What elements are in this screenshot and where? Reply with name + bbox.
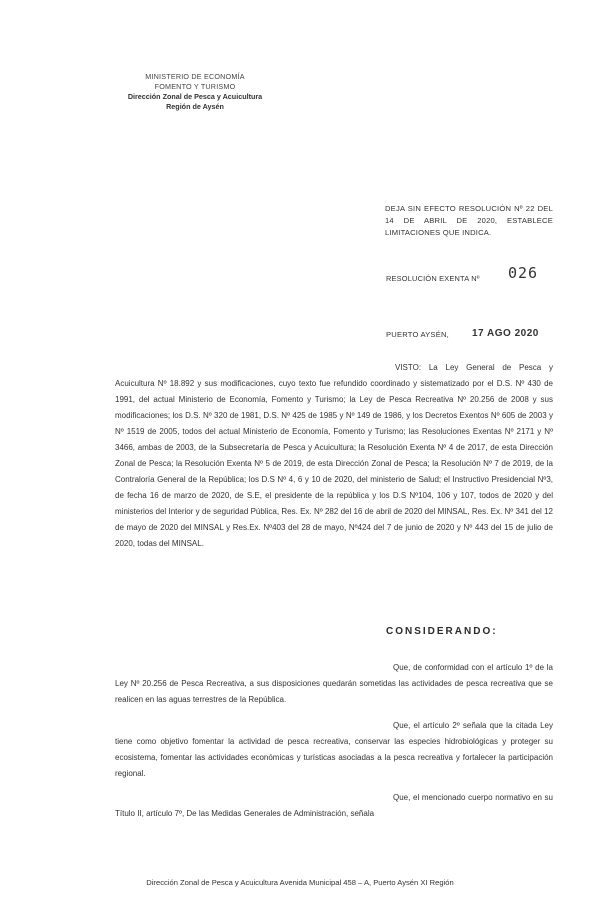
region-name: Región de Aysén xyxy=(166,102,224,111)
considerando-paragraph-3: Que, el mencionado cuerpo normativo en su Título II, artículo 7º, De las Medidas Generales de Administración, señala xyxy=(115,793,553,818)
ministry-subline: FOMENTO Y TURISMO xyxy=(154,82,236,91)
date-stamp: 17 AGO 2020 xyxy=(472,328,539,339)
resolution-number-label: RESOLUCIÓN EXENTA Nº xyxy=(386,274,480,283)
resolution-number-stamp: 026 xyxy=(508,264,539,282)
resolution-subject: DEJA SIN EFECTO RESOLUCIÓN Nº 22 DEL 14 DE ABRIL DE 2020, ESTABLECE LIMITACIONES QUE INDICA. xyxy=(385,204,553,237)
considerando-heading: CONSIDERANDO: xyxy=(386,626,498,637)
considerando-paragraph-2: Que, el artículo 2º señala que la citada Ley tiene como objetivo fomentar la actividad de pesca recreativa, conservar las especies hidrobiológicas y proteger su ecosistema, fomentar las actividades económicas y turísticas asociadas a la pesca recreativa y fortalecer la participación regional. xyxy=(115,721,553,778)
considerando-paragraph-1: Que, de conformidad con el artículo 1º de la Ley Nº 20.256 de Pesca Recreativa, a sus disposiciones quedarán sometidas las actividades de pesca recreativa que se realicen en las aguas terrestres de la República. xyxy=(115,663,553,704)
agency-name: Dirección Zonal de Pesca y Acuicultura xyxy=(127,92,263,101)
place-line: PUERTO AYSÉN, xyxy=(386,330,449,339)
ministry-line: MINISTERIO DE ECONOMÍA xyxy=(145,72,245,81)
visto-paragraph: VISTO: La Ley General de Pesca y Acuicultura Nº 18.892 y sus modificaciones, cuyo texto fue refundido coordinado y sistematizado por el D.S. Nº 430 de 1991, del actual Ministerio de Economía, Fomento y Turismo; la Ley de Pesca Recreativa Nº 20.256 de 2008 y sus modificaciones; los D.S. Nº 320 de 1981, D.S. Nº 425 de 1985 y Nº 149 de 1986, y los Decretos Exentos Nº 605 de 2003 y Nº 1519 de 2005, todos del actual Ministerio de Economía, Fomento y Turismo; las Resoluciones Exentas Nº 2171 y Nº 3466, ambas de 2003, de la Subsecretaría de Pesca y Acuicultura; la Resolución Exenta Nº 4 de 2017, de esta Dirección Zonal de Pesca; la Resolución Exenta Nº 5 de 2019, de esta Dirección Zonal de Pesca; la Resolución Nº 7 de 2019, de la Contraloría General de la República; los D.S Nº 4, 6 y 10 de 2020, del ministerio de Salud; el Instructivo Presidencial Nº3, de fecha 16 de marzo de 2020, de S.E, el presidente de la república y los D.S Nº104, 106 y 107, todos de 2020 y del ministerios del Interior y de seguridad Pública, Res. Ex. Nº 282 del 16 de abril de 2020 del MINSAL, Res. Ex. Nº 341 del 12 de mayo de 2020 del MINSAL y Res.Ex. Nº403 del 28 de mayo, Nº424 del 7 de junio de 2020 y Nº 443 del 15 de julio de 2020, todas del MINSAL. xyxy=(115,363,553,548)
page-footer: Dirección Zonal de Pesca y Acuicultura Avenida Municipal 458 – A, Puerto Aysén XI Región xyxy=(146,878,454,887)
letterhead xyxy=(110,72,280,112)
